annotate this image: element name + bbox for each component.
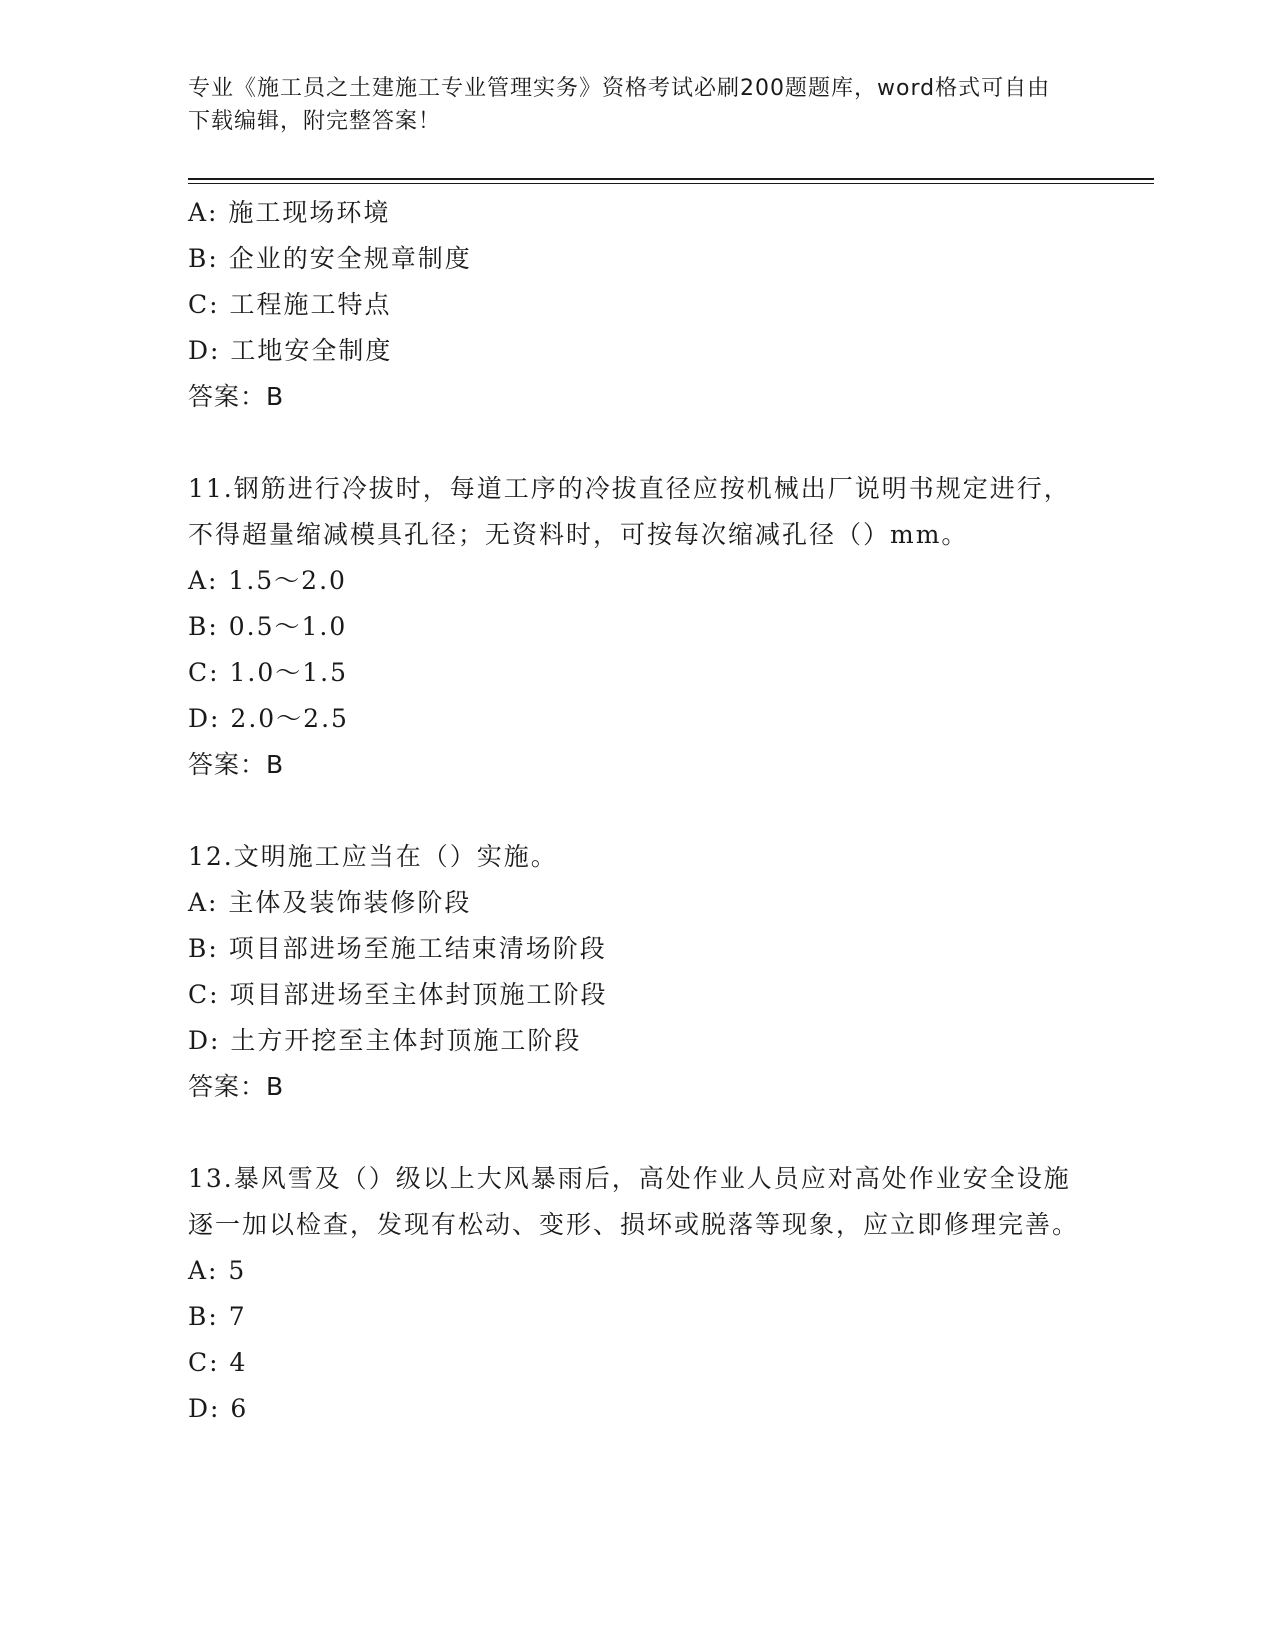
option-d: D: 6 (188, 1394, 249, 1423)
spacer (188, 420, 1088, 466)
option-b: B: 0.5～1.0 (188, 612, 348, 641)
spacer (188, 788, 1088, 834)
question-10 (188, 190, 1088, 420)
option-b: B: 7 (188, 1302, 247, 1331)
question-12 (188, 834, 1088, 1110)
option-a: A: 主体及装饰装修阶段 (188, 888, 472, 917)
spacer (188, 1110, 1088, 1156)
question-text: 12.文明施工应当在（）实施。 (188, 842, 558, 871)
option-d: D: 土方开挖至主体封顶施工阶段 (188, 1026, 582, 1055)
option-a: A: 施工现场环境 (188, 198, 391, 227)
option-b: B: 企业的安全规章制度 (188, 244, 472, 273)
question-11 (188, 466, 1088, 788)
option-a: A: 5 (188, 1256, 247, 1285)
question-text: 13.暴风雪及（）级以上大风暴雨后，高处作业人员应对高处作业安全设施逐一加以检查，发现有松动、变形、损坏或脱落等现象，应立即修理完善。 (188, 1164, 1080, 1239)
answer: 答案：B (188, 750, 285, 779)
question-list (188, 190, 1088, 1432)
option-a: A: 1.5～2.0 (188, 566, 347, 595)
option-c: C: 1.0～1.5 (188, 658, 349, 687)
option-c: C: 项目部进场至主体封顶施工阶段 (188, 980, 608, 1009)
question-text: 11.钢筋进行冷拔时，每道工序的冷拔直径应按机械出厂说明书规定进行，不得超量缩减模具孔径；无资料时，可按每次缩减孔径（）mm。 (188, 474, 1071, 549)
header-divider-thin (188, 183, 1154, 184)
option-b: B: 项目部进场至施工结束清场阶段 (188, 934, 607, 963)
document-header: 专业《施工员之土建施工专业管理实务》资格考试必刷200题题库，word格式可自由下载编辑，附完整答案！ (188, 76, 1051, 134)
option-d: D: 2.0～2.5 (188, 704, 349, 733)
header-divider-thick (188, 178, 1154, 180)
option-d: D: 工地安全制度 (188, 336, 393, 365)
option-c: C: 工程施工特点 (188, 290, 392, 319)
answer: 答案：B (188, 1072, 285, 1101)
option-c: C: 4 (188, 1348, 248, 1377)
question-13 (188, 1156, 1088, 1432)
answer: 答案：B (188, 382, 285, 411)
